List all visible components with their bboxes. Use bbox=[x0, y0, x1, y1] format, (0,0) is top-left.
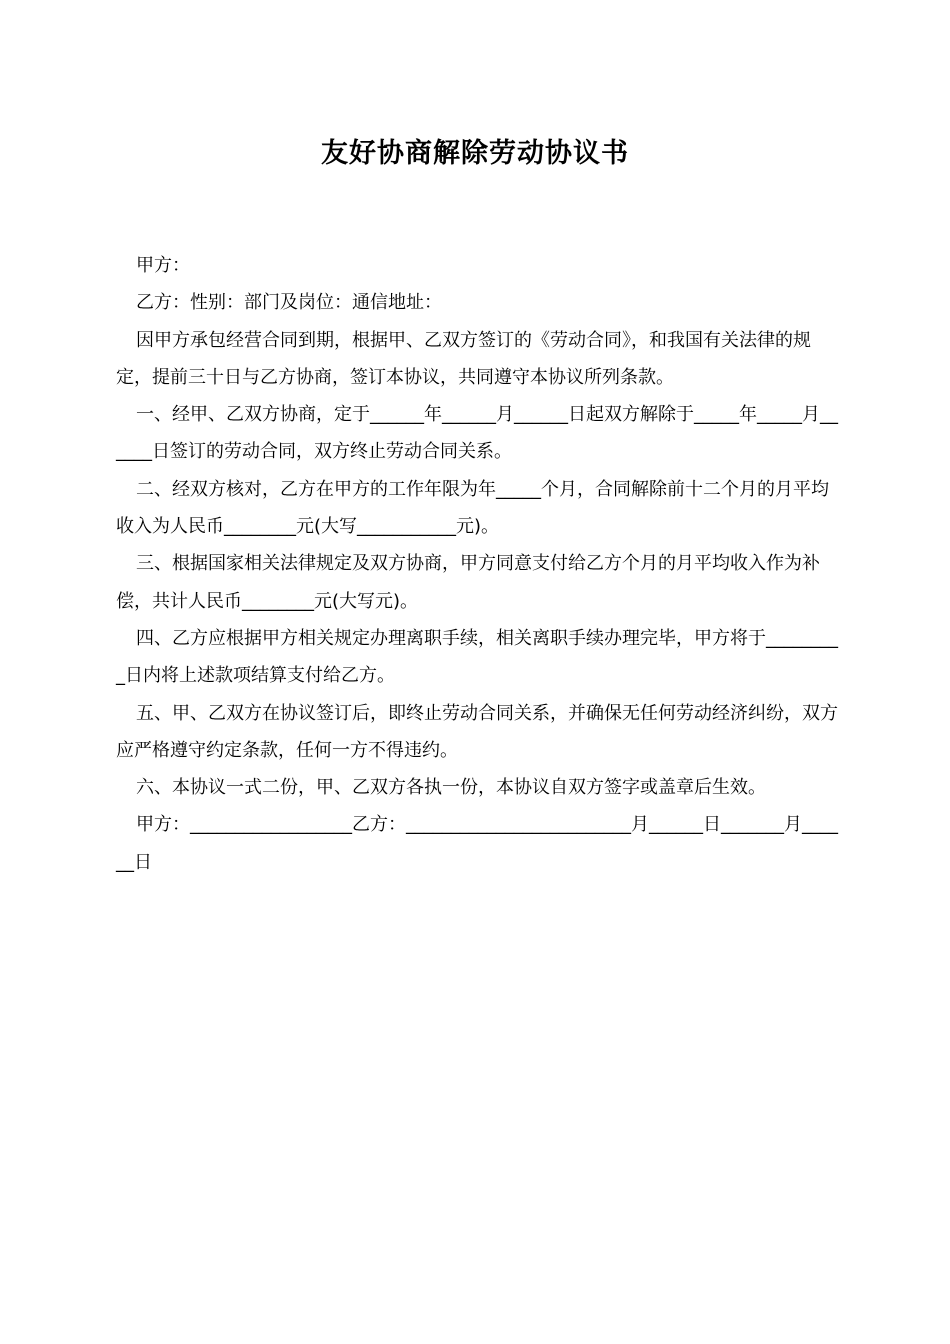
preamble-paragraph: 因甲方承包经营合同到期，根据甲、乙双方签订的《劳动合同》，和我国有关法律的规定，提前三十日与乙方协商，签订本协议，共同遵守本协议所列条款。 bbox=[116, 329, 811, 388]
document-title: 友好协商解除劳动协议书 bbox=[321, 138, 629, 169]
signature-line: 甲方：__________________乙方：_________________________月______日_______月______日 bbox=[116, 814, 838, 873]
clause-1: 一、经甲、乙双方协商，定于______年______月______日起双方解除于_____年_____月______日签订的劳动合同，双方终止劳动合同关系。 bbox=[116, 404, 838, 463]
clause-5: 五、甲、乙双方在协议签订后，即终止劳动合同关系，并确保无任何劳动经济纠纷，双方应严格遵守约定条款，任何一方不得违约。 bbox=[116, 702, 838, 761]
party-b-info-line: 乙方：性别：部门及岗位：通信地址： bbox=[136, 292, 442, 314]
document-body bbox=[116, 247, 842, 881]
party-a-line: 甲方： bbox=[136, 255, 190, 276]
clause-4: 四、乙方应根据甲方相关规定办理离职手续，相关离职手续办理完毕，甲方将于_________日内将上述款项结算支付给乙方。 bbox=[116, 627, 838, 687]
clause-3: 三、根据国家相关法律规定及双方协商，甲方同意支付给乙方个月的月平均收入作为补偿，共计人民币________元(大写元)。 bbox=[116, 553, 820, 612]
clause-6: 六、本协议一式二份，甲、乙双方各执一份，本协议自双方签字或盖章后生效。 bbox=[136, 777, 766, 799]
clause-2: 二、经双方核对，乙方在甲方的工作年限为年_____个月，合同解除前十二个月的月平均收入为人民币________元(大写___________元)。 bbox=[116, 478, 829, 538]
